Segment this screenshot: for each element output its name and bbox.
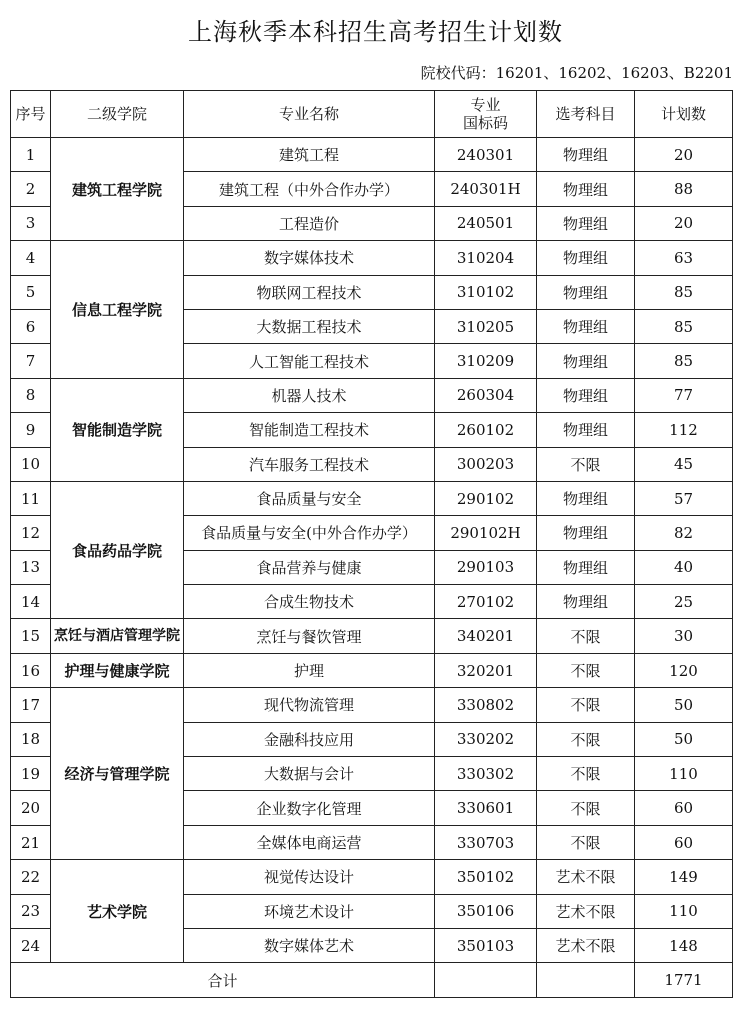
seq-cell: 4 [11,241,51,275]
major-cell: 金融科技应用 [184,722,435,756]
plan-cell: 148 [635,928,733,962]
subject-cell: 物理组 [537,585,635,619]
header-seq: 序号 [11,91,51,138]
code-cell: 290102 [435,481,537,515]
subject-cell: 不限 [537,447,635,481]
seq-cell: 14 [11,585,51,619]
major-cell: 建筑工程（中外合作办学） [184,172,435,206]
seq-cell: 15 [11,619,51,653]
subject-cell: 物理组 [537,275,635,309]
seq-cell: 5 [11,275,51,309]
subject-cell: 物理组 [537,516,635,550]
table-row [11,619,733,653]
subject-cell: 不限 [537,791,635,825]
seq-cell: 17 [11,688,51,722]
plan-cell: 77 [635,378,733,412]
total-empty-cell [435,963,537,997]
college-cell: 信息工程学院 [51,241,184,379]
plan-cell: 88 [635,172,733,206]
code-cell: 330703 [435,825,537,859]
total-label: 合计 [11,963,435,997]
plan-cell: 85 [635,309,733,343]
subject-cell: 物理组 [537,481,635,515]
plan-cell: 60 [635,825,733,859]
code-cell: 330802 [435,688,537,722]
plan-cell: 60 [635,791,733,825]
table-header-row [11,91,733,138]
table-row [11,378,733,412]
major-cell: 现代物流管理 [184,688,435,722]
subject-cell: 不限 [537,825,635,859]
code-cell: 330601 [435,791,537,825]
seq-cell: 16 [11,653,51,687]
major-cell: 数字媒体技术 [184,241,435,275]
major-cell: 人工智能工程技术 [184,344,435,378]
seq-cell: 3 [11,206,51,240]
subject-cell: 物理组 [537,172,635,206]
subject-cell: 物理组 [537,344,635,378]
major-cell: 烹饪与餐饮管理 [184,619,435,653]
code-cell: 310209 [435,344,537,378]
plan-cell: 50 [635,722,733,756]
seq-cell: 1 [11,138,51,172]
seq-cell: 23 [11,894,51,928]
major-cell: 智能制造工程技术 [184,413,435,447]
school-codes: 院校代码：16201、16202、16203、B2201 [420,64,733,82]
code-cell: 330202 [435,722,537,756]
major-cell: 大数据与会计 [184,757,435,791]
code-cell: 310204 [435,241,537,275]
plan-cell: 110 [635,757,733,791]
major-cell: 数字媒体艺术 [184,928,435,962]
header-subject: 选考科目 [537,91,635,138]
seq-cell: 19 [11,757,51,791]
subject-cell: 不限 [537,688,635,722]
header-plan: 计划数 [635,91,733,138]
code-cell: 320201 [435,653,537,687]
plan-cell: 40 [635,550,733,584]
code-cell: 330302 [435,757,537,791]
total-empty-cell [537,963,635,997]
plan-cell: 149 [635,860,733,894]
code-cell: 350102 [435,860,537,894]
seq-cell: 8 [11,378,51,412]
code-cell: 270102 [435,585,537,619]
major-cell: 环境艺术设计 [184,894,435,928]
major-cell: 合成生物技术 [184,585,435,619]
plan-cell: 112 [635,413,733,447]
seq-cell: 6 [11,309,51,343]
code-cell: 290102H [435,516,537,550]
plan-cell: 85 [635,275,733,309]
seq-cell: 20 [11,791,51,825]
subject-cell: 物理组 [537,378,635,412]
subject-cell: 物理组 [537,413,635,447]
code-cell: 310102 [435,275,537,309]
major-cell: 护理 [184,653,435,687]
seq-cell: 2 [11,172,51,206]
total-row [11,963,733,997]
plan-cell: 50 [635,688,733,722]
plan-cell: 57 [635,481,733,515]
seq-cell: 7 [11,344,51,378]
seq-cell: 21 [11,825,51,859]
code-cell: 290103 [435,550,537,584]
plan-cell: 82 [635,516,733,550]
seq-cell: 13 [11,550,51,584]
subject-cell: 不限 [537,653,635,687]
seq-cell: 11 [11,481,51,515]
code-cell: 240301 [435,138,537,172]
major-cell: 物联网工程技术 [184,275,435,309]
table-row [11,481,733,515]
college-cell: 食品药品学院 [51,481,184,619]
major-cell: 工程造价 [184,206,435,240]
subject-cell: 不限 [537,619,635,653]
table-row [11,860,733,894]
subject-cell: 物理组 [537,309,635,343]
code-cell: 260304 [435,378,537,412]
major-cell: 食品营养与健康 [184,550,435,584]
code-cell: 300203 [435,447,537,481]
college-cell: 经济与管理学院 [51,688,184,860]
college-cell: 艺术学院 [51,860,184,963]
plan-cell: 45 [635,447,733,481]
header-college: 二级学院 [51,91,184,138]
code-cell: 340201 [435,619,537,653]
table-row [11,241,733,275]
seq-cell: 24 [11,928,51,962]
subject-cell: 物理组 [537,206,635,240]
subject-cell: 艺术不限 [537,860,635,894]
code-cell: 350103 [435,928,537,962]
total-value: 1771 [635,963,733,997]
page-title: 上海秋季本科招生高考招生计划数 [188,18,563,46]
code-cell: 240501 [435,206,537,240]
table-row [11,138,733,172]
seq-cell: 18 [11,722,51,756]
major-cell: 视觉传达设计 [184,860,435,894]
code-cell: 310205 [435,309,537,343]
major-cell: 企业数字化管理 [184,791,435,825]
code-cell: 350106 [435,894,537,928]
subject-cell: 物理组 [537,550,635,584]
subject-cell: 艺术不限 [537,928,635,962]
subject-cell: 艺术不限 [537,894,635,928]
seq-cell: 9 [11,413,51,447]
plan-cell: 63 [635,241,733,275]
subject-cell: 物理组 [537,241,635,275]
enrollment-plan-table [10,90,733,998]
major-cell: 汽车服务工程技术 [184,447,435,481]
table-row [11,688,733,722]
subject-cell: 不限 [537,757,635,791]
plan-cell: 25 [635,585,733,619]
plan-cell: 110 [635,894,733,928]
seq-cell: 10 [11,447,51,481]
plan-cell: 85 [635,344,733,378]
seq-cell: 12 [11,516,51,550]
plan-cell: 120 [635,653,733,687]
college-cell: 智能制造学院 [51,378,184,481]
header-major: 专业名称 [184,91,435,138]
major-cell: 全媒体电商运营 [184,825,435,859]
table-row [11,653,733,687]
code-cell: 240301H [435,172,537,206]
major-cell: 机器人技术 [184,378,435,412]
seq-cell: 22 [11,860,51,894]
college-cell: 烹饪与酒店管理学院 [51,619,184,653]
code-cell: 260102 [435,413,537,447]
major-cell: 建筑工程 [184,138,435,172]
plan-cell: 20 [635,138,733,172]
major-cell: 大数据工程技术 [184,309,435,343]
college-cell: 护理与健康学院 [51,653,184,687]
plan-cell: 30 [635,619,733,653]
header-code: 专业 国标码 [435,91,537,138]
plan-cell: 20 [635,206,733,240]
major-cell: 食品质量与安全(中外合作办学） [184,516,435,550]
college-cell: 建筑工程学院 [51,138,184,241]
major-cell: 食品质量与安全 [184,481,435,515]
subject-cell: 不限 [537,722,635,756]
subject-cell: 物理组 [537,138,635,172]
